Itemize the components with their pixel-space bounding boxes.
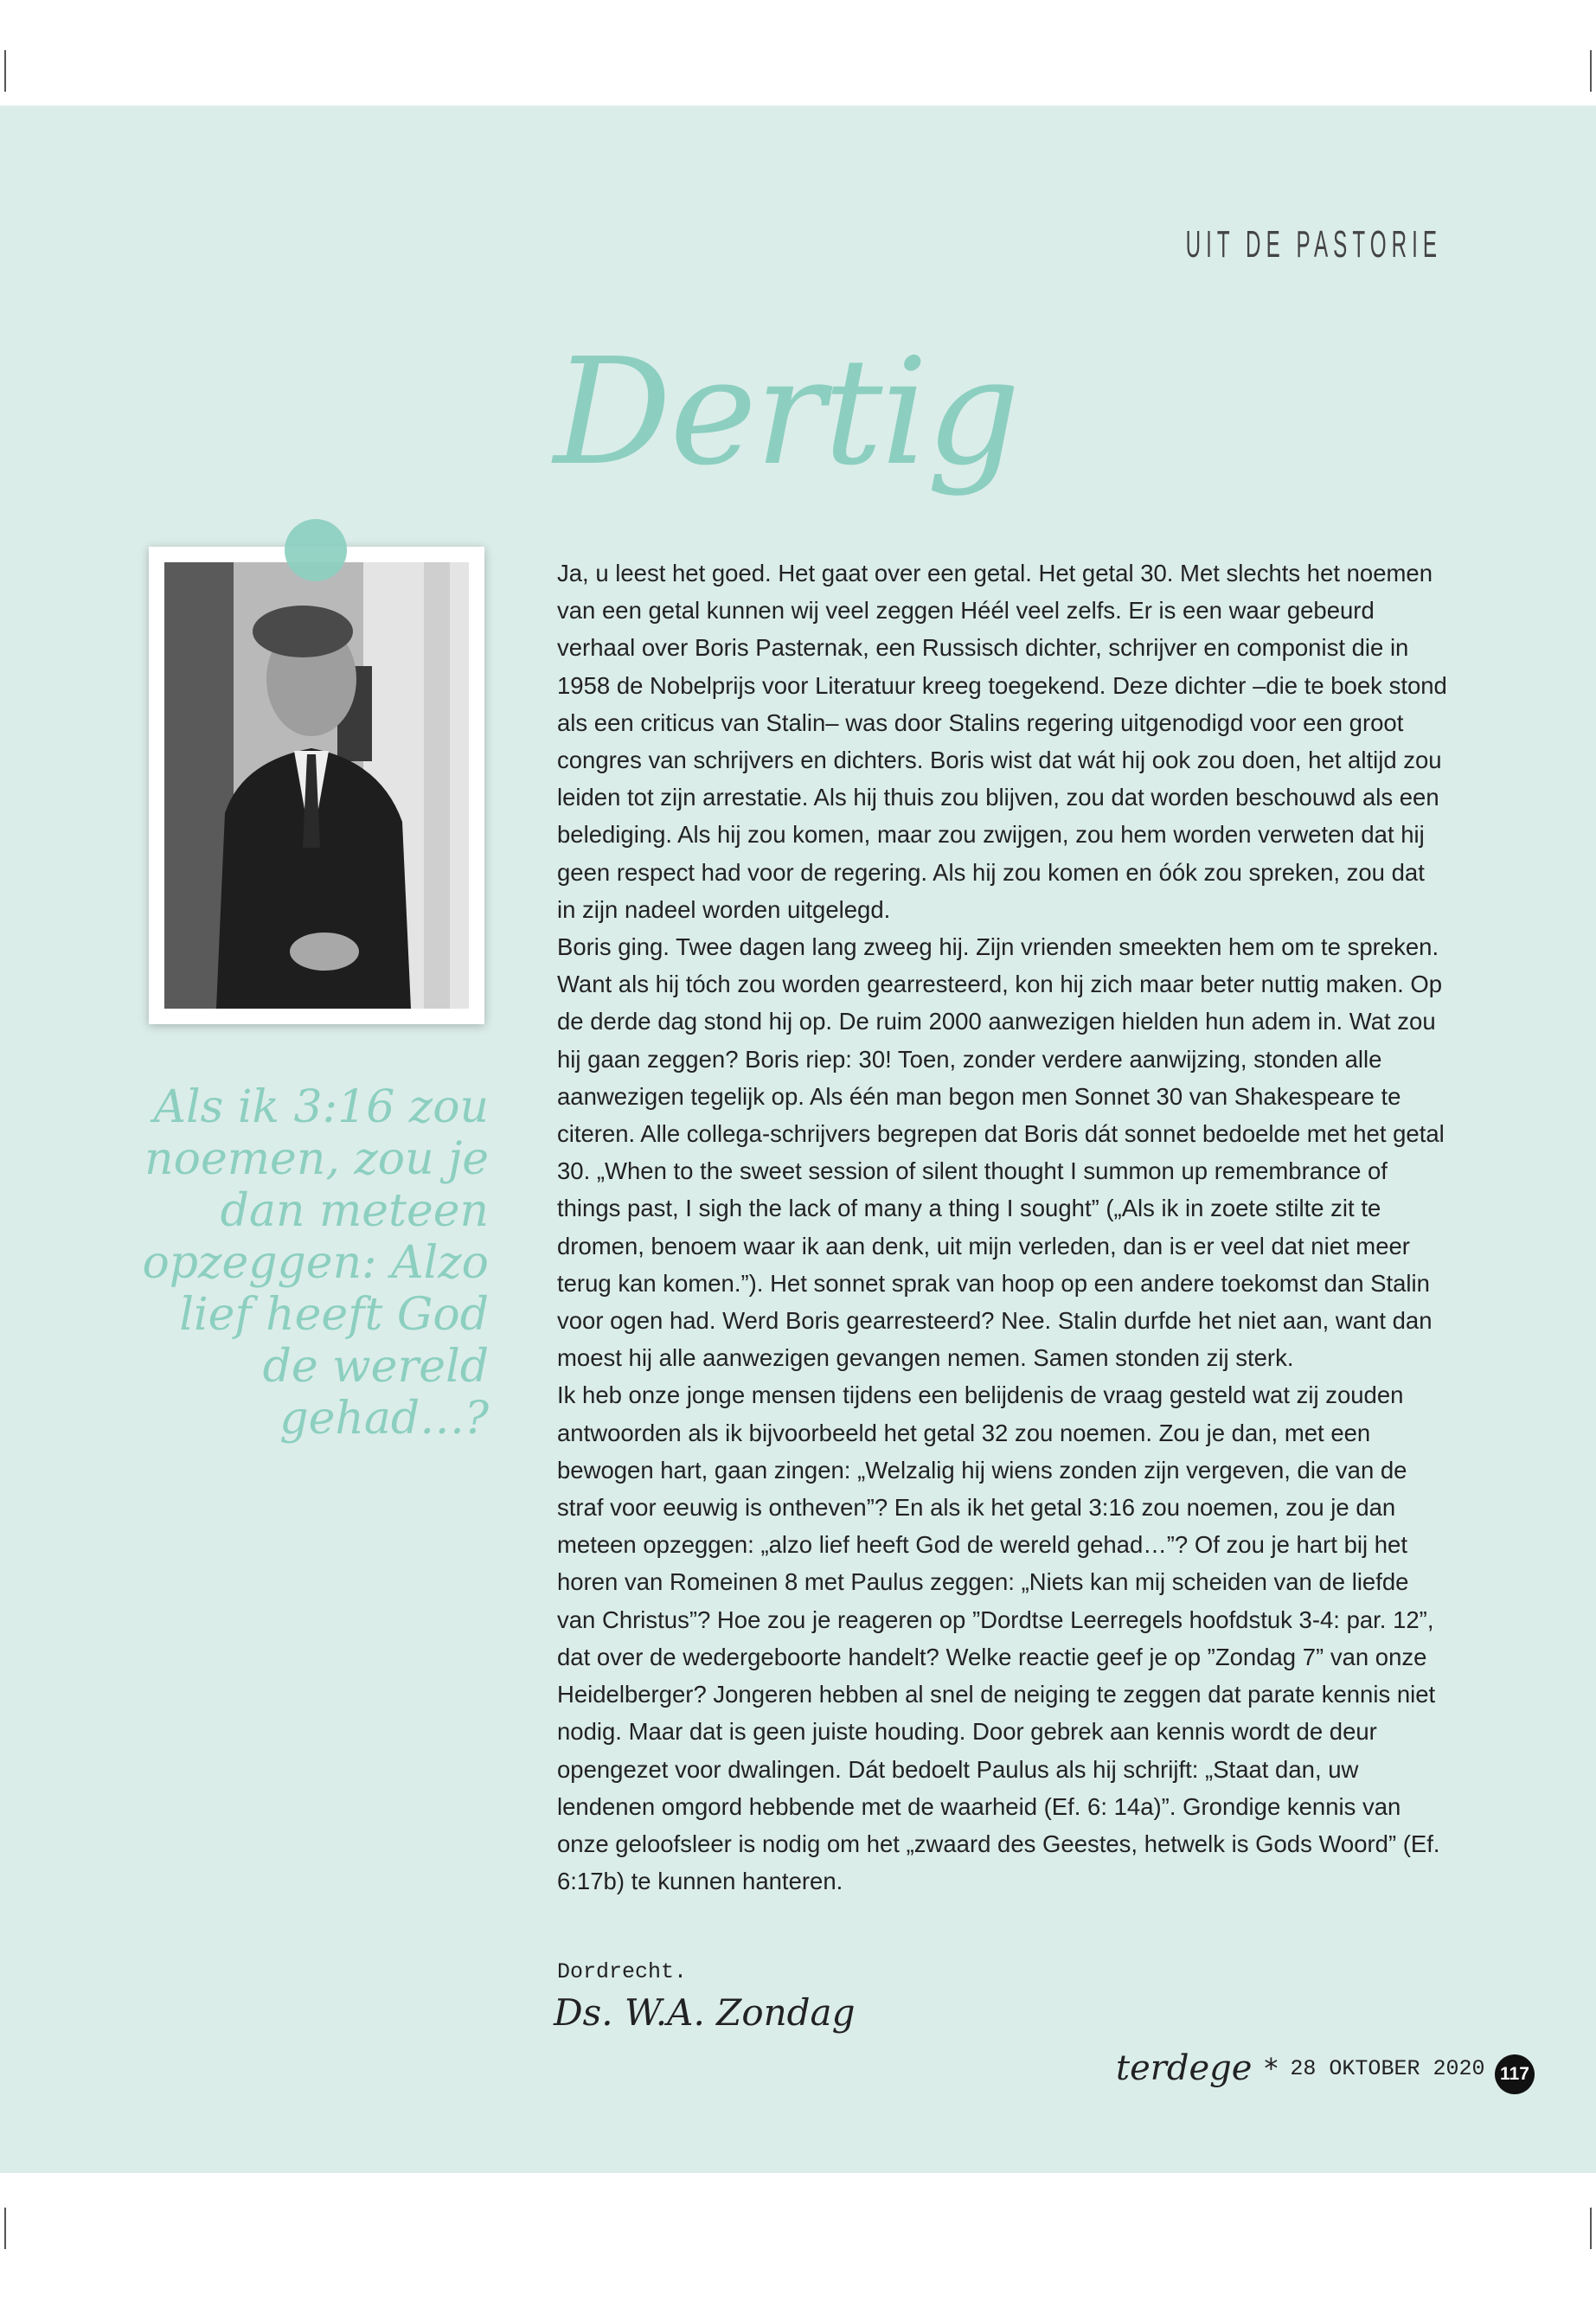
- issue-date: 28 OKTOBER 2020: [1290, 2055, 1485, 2081]
- section-label: UIT DE PASTORIE: [1185, 223, 1442, 266]
- crop-mark-bottom-left: [4, 2208, 6, 2249]
- signoff-place: Dordrecht.: [557, 1959, 688, 1984]
- author-photo: [164, 562, 469, 1009]
- author-signature: Ds. W.A. Zondag: [554, 1991, 856, 2034]
- page-number-badge: 117: [1495, 2054, 1535, 2094]
- article-title: Dertig: [554, 327, 1019, 498]
- pullquote: Als ik 3:16 zou noemen, zou je dan meteen opzeggen: Alzo lief heeft God de wereld gehad…?: [142, 1081, 489, 1445]
- article-paragraph: Boris ging. Twee dagen lang zweeg hij. Zijn vrienden smeekten hem om te spreken. Want als hij tóch zou worden gearresteerd, kon hij zich maar beter nuttig maken. Op de derde dag stond hij op. De ruim 2000 aanwezigen hielden hun adem in. Wat zou hij gaan zeggen? Boris riep: 30! Toen, zonder verdere aanwijzing, stonden alle aanwezigen tegelijk op. Als één man begon men Sonnet 30 van Shakespeare te citeren. Alle collega-schrijvers begrepen dat Boris dát sonnet bedoelde met het getal 30. „When to the sweet session of silent thought I summon up remembrance of things past, I sigh the lack of many a thing I sought” („Als ik in zoete stilte zit te dromen, benoem waar ik aan denk, uit mijn verleden, dan is er veel dat niet meer terug kan komen.”). Het sonnet sprak van hoop op een andere toekomst dan Stalin voor ogen had. Werd Boris gearresteerd? Nee. Stalin durfde het niet aan, want dan moest hij alle aanwezigen gevangen nemen. Samen stonden zij sterk.: [557, 933, 1445, 1372]
- author-portrait-image: [164, 562, 469, 1009]
- author-photo-frame: [149, 547, 484, 1024]
- article-paragraph: Ik heb onze jonge mensen tijdens een belijdenis de vraag gesteld wat zij zouden antwoorden als ik bijvoorbeeld het getal 32 zou noemen. Zou je dan, met een bewogen hart, gaan zingen: „Welzalig hij wiens zonden zijn vergeven, die van de straf voor eeuwig is ontheven”? En als ik het getal 3:16 zou noemen, zou je dan meteen opzeggen: „alzo lief heeft God de wereld gehad…”? Of zou je hart bij het horen van Romeinen 8 met Paulus zeggen: „Niets kan mij scheiden van de liefde van Christus”? Hoe zou je reageren op ”Dordtse Leerregels hoofdstuk 3-4: par. 12”, dat over de wedergeboorte handelt? Welke reactie geef je op ”Zondag 7” van onze Heidelberger? Jongeren hebben al snel de neiging te zeggen dat parate kennis niet nodig. Maar dat is geen juiste houding. Door gebrek aan kennis wordt de deur opengezet voor dwalingen. Dát bedoelt Paulus als hij schrijft: „Staat dan, uw lendenen omgord hebbende met de waarheid (Ef. 6: 14a)”. Grondige kennis van onze geloofsleer is nodig om het „zwaard des Geestes, hetwelk is Gods Woord” (Ef. 6:17b) te kunnen hanteren.: [557, 1381, 1440, 1895]
- article-body: [557, 554, 1448, 1900]
- crop-mark-top-left: [4, 50, 6, 92]
- crop-mark-top-right: [1590, 50, 1592, 92]
- magazine-page: [0, 106, 1596, 2173]
- magazine-brand: terdege: [1116, 2048, 1253, 2088]
- crop-mark-bottom-right: [1590, 2208, 1592, 2249]
- page-footer: [1116, 2047, 1484, 2090]
- pin-dot: [285, 519, 347, 581]
- article-paragraph: Ja, u leest het goed. Het gaat over een getal. Het getal 30. Met slechts het noemen van een getal kunnen wij veel zeggen Héél veel zelfs. Er is een waar gebeurd verhaal over Boris Pasternak, een Russisch dichter, schrijver en componist die in 1958 de Nobelprijs voor Literatuur kreeg toegekend. Deze dichter –die te boek stond als een criticus van Stalin– was door Stalins regering uitgenodigd voor een groot congres van schrijvers en dichters. Boris wist dat wát hij ook zou doen, het altijd zou leiden tot zijn arrestatie. Als hij thuis zou blijven, zou dat worden beschouwd als een belediging. Als hij zou komen, maar zou zwijgen, zou hem worden verweten dat hij geen respect had voor de regering. Als hij zou komen en óók zou spreken, zou dat in zijn nadeel worden uitgelegd.: [557, 560, 1447, 923]
- asterisk-separator: *: [1264, 2052, 1279, 2085]
